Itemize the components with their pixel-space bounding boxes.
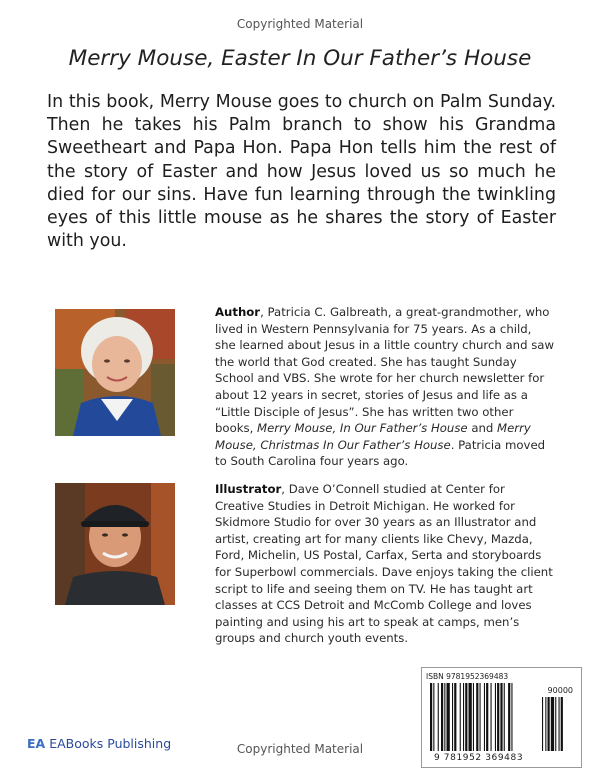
- author-text-2: and: [467, 421, 498, 436]
- barcode-bar: [452, 683, 453, 751]
- author-text-1: , Patricia C. Galbreath, a great-grandmother, who lived in Western Pennsylvania for 75 years. As a child, she learned about Jesus in a little country church and saw the world that God created. She has taught Sunday School and VBS. She wrote for her church newsletter for about 12 years in secret, stories of Jesus and life as a “Little Disciple of Jesus”. She has written two other books,: [215, 305, 555, 436]
- author-book-1: Merry Mouse, In Our Father’s House: [257, 421, 468, 436]
- barcode-bar: [463, 683, 464, 751]
- barcode-bar: [465, 683, 467, 751]
- barcode-bar: [460, 683, 461, 751]
- isbn-label: ISBN 9781952369483: [426, 672, 509, 681]
- barcode-bar: [495, 683, 496, 751]
- barcode-bar: [480, 683, 481, 751]
- barcode-bar: [473, 683, 474, 751]
- barcode-bar: [484, 683, 485, 751]
- barcode-bar: [469, 683, 472, 751]
- illustrator-label: Illustrator: [215, 482, 282, 496]
- illustrator-bio: [215, 481, 555, 647]
- price-code: 90000: [547, 686, 573, 695]
- author-text-3: . Patricia moved to South Carolina four years ago.: [215, 437, 546, 469]
- barcode-bar: [497, 683, 499, 751]
- barcode-bar: [504, 683, 505, 751]
- author-bio: [215, 304, 555, 470]
- author-book-2: Merry Mouse, Christmas In Our Father’s House: [215, 421, 531, 452]
- barcode-bar: [508, 683, 510, 751]
- barcode-bar: [486, 683, 488, 751]
- barcode-bar: [500, 683, 502, 751]
- watermark-top: Copyrighted Material: [236, 17, 364, 31]
- barcode-bar: [447, 683, 450, 751]
- barcode-bar: [454, 683, 456, 751]
- illustrator-text: , Dave O’Connell studied at Center for Creative Studies in Detroit Michigan. He worked for Skidmore Studio for over 30 years as an Illustrator and artist, creating art for many clients like Chevy, Mazda, Ford, Michelin, US Postal, Carfax, Serta and storyboards for Superbowl commercials. Dave enjoys taking the client script to life and seeing them on TV. He has taught art classes at CCS Detroit and McComb College and loves painting and using his art to speak at camps, men’s groups and church youth events.: [215, 482, 553, 646]
- barcode-bar: [511, 683, 512, 751]
- barcode-bar: [476, 683, 478, 751]
- book-title: Merry Mouse, Easter In Our Father’s House: [68, 46, 532, 71]
- illustrator-photo: [55, 483, 175, 605]
- barcode-bar: [430, 683, 432, 751]
- watermark-bottom: Copyrighted Material: [236, 742, 364, 756]
- barcode-bar: [433, 683, 434, 751]
- barcode-bar: [444, 683, 445, 751]
- book-blurb: In this book, Merry Mouse goes to church on Palm Sunday. Then he takes his Palm branch to show his Grandma Sweetheart and Papa Hon. Papa Hon tells him the rest of the story of Easter and how Jesus loved us so much he died for our sins. Have fun learning through the twinkling eyes of this little mouse as he shares the story of Easter with you.: [47, 92, 556, 252]
- author-label: Author: [215, 305, 261, 319]
- barcode-bar: [491, 683, 492, 751]
- barcode-bar: [441, 683, 443, 751]
- author-photo: [55, 309, 175, 436]
- barcode-bar: [438, 683, 439, 751]
- isbn-digits: 9 781952 369483: [434, 753, 524, 763]
- publisher-name: EABooks Publishing: [49, 736, 172, 751]
- publisher-logo-mark: EA: [27, 736, 46, 751]
